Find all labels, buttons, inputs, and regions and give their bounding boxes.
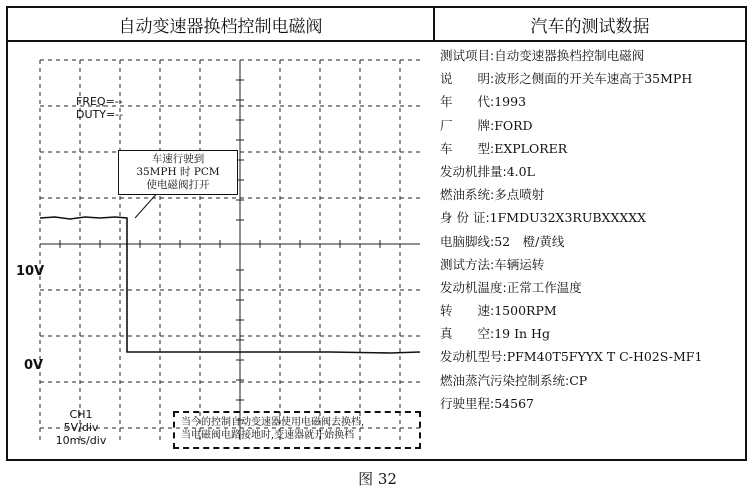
explanation-note: 当今的控制自动变速器使用电磁阀去换档, 当电磁阀电路接地时,变速器就开始换档 <box>173 411 421 449</box>
info-row: 说 明:波形之侧面的开关车速高于35MPH <box>440 71 693 87</box>
info-row: 身 份 证:1FMDU32X3RUBXXXXX <box>440 210 647 226</box>
info-row: 发动机排量:4.0L <box>440 163 535 179</box>
info-row: 燃油系统:多点喷射 <box>440 187 545 203</box>
freq-duty-readout: FREQ=-- DUTY=-- <box>76 95 124 121</box>
info-row: 真 空:19 In Hg <box>440 326 550 342</box>
test-data-list <box>440 44 745 415</box>
info-row: 厂 牌:FORD <box>440 117 533 133</box>
scope-header: 自动变速器换档控制电磁阀 <box>8 8 435 42</box>
info-row: 发动机型号:PFM40T5FYYX T C-H02S-MF1 <box>440 349 703 365</box>
info-row: 燃油蒸汽污染控制系统:CP <box>440 372 588 388</box>
data-header: 汽车的测试数据 <box>435 8 745 42</box>
figure-caption: 图 32 <box>358 470 397 488</box>
info-row: 转 速:1500RPM <box>440 303 557 319</box>
info-row: 发动机温度:正常工作温度 <box>440 279 582 295</box>
info-row: 行驶里程:54567 <box>440 395 534 411</box>
level-0v-label: 0V <box>24 358 44 373</box>
info-row: 测试方法:车辆运转 <box>440 256 545 272</box>
info-row: 测试项目:自动变速器换档控制电磁阀 <box>440 48 645 63</box>
channel-settings: CH1 5V/div 10ms/div <box>55 408 107 447</box>
oscilloscope-screen <box>10 40 430 452</box>
info-row: 车 型:EXPLORER <box>440 140 568 156</box>
speed-callout: 车速行驶到 35MPH 时 PCM 使电磁阀打开 <box>118 150 238 195</box>
axis-ticks <box>60 80 380 420</box>
waveform-trace <box>40 217 420 353</box>
info-row: 电脑脚线:52 橙/黄线 <box>440 233 565 249</box>
level-10v-label: 10V <box>16 264 45 279</box>
info-row: 年 代:1993 <box>440 94 527 110</box>
